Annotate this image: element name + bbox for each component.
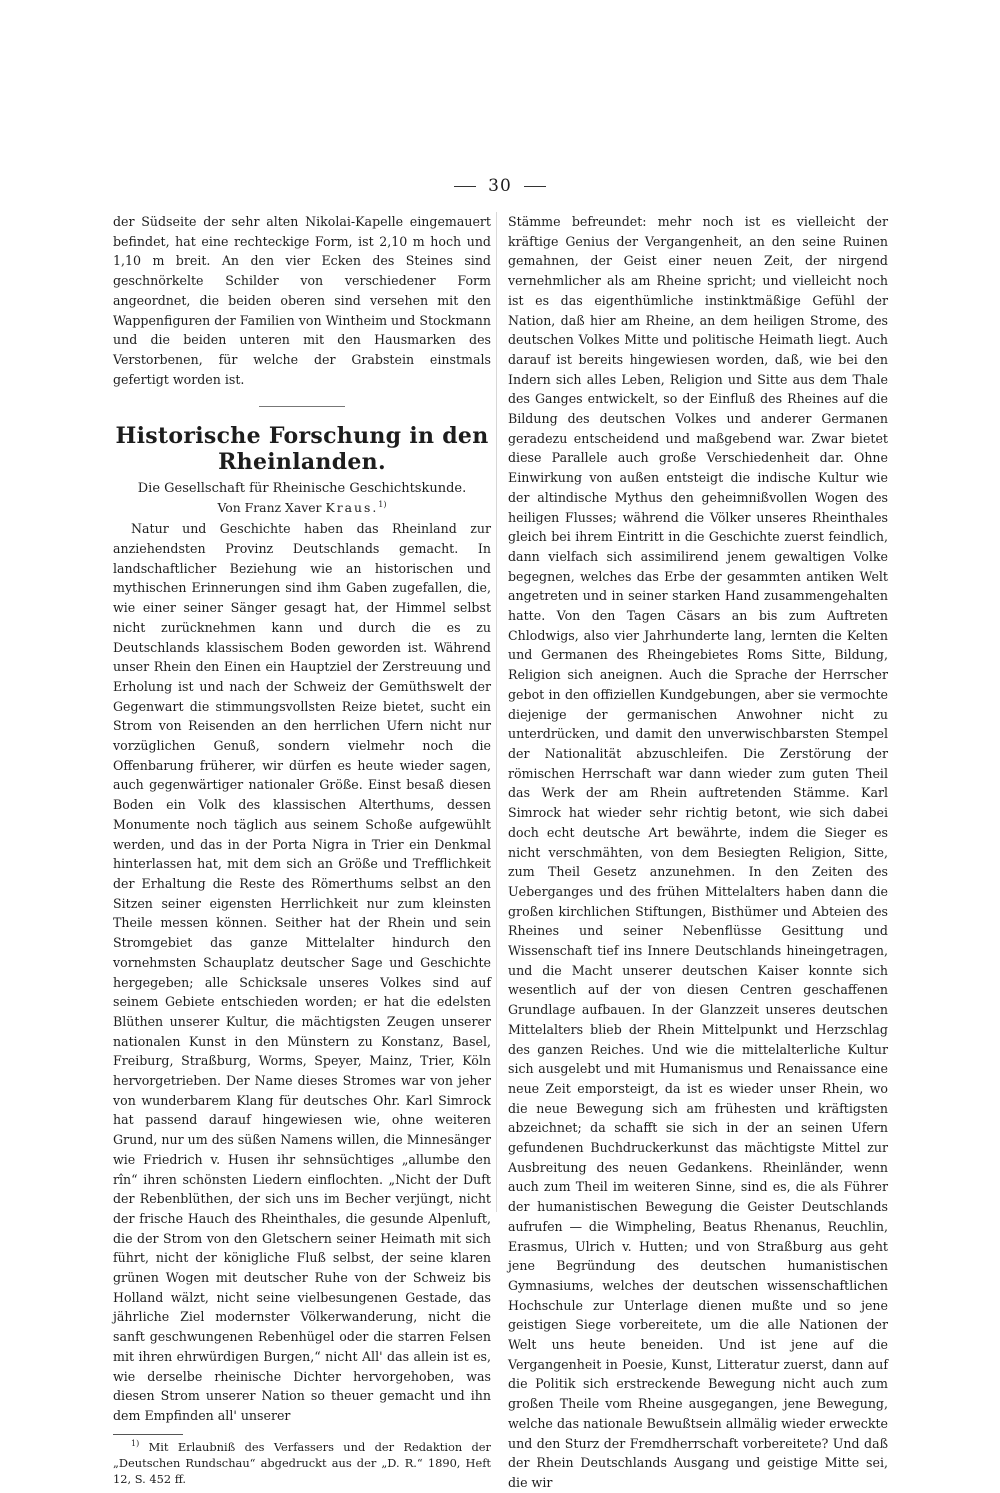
author-footnote-mark: 1): [378, 500, 387, 510]
page-number: [0, 176, 1000, 196]
right-column: [508, 212, 888, 1493]
footnote-text: Mit Erlaubniß des Verfassers und der Redaktion der „Deutschen Rundschau“ abgedruckt aus der „D. R.“ 1890, Heft 12, S. 452 ff.: [113, 1439, 491, 1486]
footnote-rule: [113, 1434, 183, 1435]
section-separator: [259, 406, 345, 407]
article-subtitle: Die Gesellschaft für Rheinische Geschichtskunde.: [137, 481, 467, 497]
right-paragraph-1: Stämme befreundet: mehr noch ist es vielleicht der kräftige Genius der Vergangenheit, an den seine Ruinen gemahnen, der Geist einer neuen Zeit, der nirgend vernehmlicher als am Rheine spricht; und vielleicht noch ist es das eigenthümliche instinktmäßige Gefühl der Nation, daß hier am Rheine, an dem heiligen Strome, des deutschen Volkes Mitte und politische Heimath liegt. Auch darauf ist bereits hingewiesen worden, daß, wie bei den Indern sich alles Leben, Religion und Sitte aus dem Thale des Ganges entwickelt, so der Einfluß des Rheines auf die Bildung des deutschen Volkes und anderer Germanen geradezu entscheidend und maßgebend war. Zwar bietet diese Parallele auch große Verschiedenheit dar. Ohne Einwirkung von außen entsteigt die indische Kultur wie der altindische Mythus den geheimnißvollen Wogen des heiligen Flusses; während die Völker unseres Rheinthales gleich bei ihrem Eintritt in die Geschichte zuerst feindlich, dann vielfach sich assimilirend jenem gewaltigen Volke begegnen, welches das Erbe der gesammten antiken Welt angetreten und in seiner starken Hand zusammengehalten hatte. Von den Tagen Cäsars an bis zum Auftreten Chlodwigs, also vier Jahrhunderte lang, lernten die Kelten und Germanen des Rheingebietes Roms Sitte, Bildung, Religion sich aneignen. Auch die Sprache der Herrscher gebot in den offiziellen Kundgebungen, aber sie vermochte diejenige der germanischen Anwohner nicht zu unterdrücken, und damit den unverwischbarsten Stempel der Nationalität abzuschleifen. Die Zerstörung der römischen Herrschaft war dann wieder zum guten Theil das Werk der am Rhein auftretenden Stämme. Karl Simrock hat wieder sehr richtig betont, wie sich dabei doch echt deutsche Art bewährte, indem die Sieger es nicht verschmähten, von dem Besiegten Religion, Sitte, zum Theil Gesetz anzunehmen. In den Zeiten des Ueberganges und des frühen Mittelalters haben dann die großen kirchlichen Stiftungen, Bisthümer und Abteien des Rheines und seiner Nebenflüsse Gesittung und Wissenschaft tief ins Innere Deutschlands hineingetragen, und die Macht unserer deutschen Kaiser konnte sich wesentlich auf der von diesen Centren geschaffenen Grundlage aufbauen. In der Glanzzeit unseres deutschen Mittelalters blieb der Rhein Mittelpunkt und Herzschlag des ganzen Reiches. Und wie die mittelalterliche Kultur sich ausgelebt und mit Humanismus und Renaissance eine neue Zeit emporsteigt, da ist es wieder unser Rhein, wo die neue Bewegung sich am frühesten und kräftigsten abzeichnet; da schafft sie sich in der an seinen Ufern gefundenen Buchdruckerkunst das mächtigste Mittel zur Ausbreitung des neuen Gedankens. Rheinländer, wenn auch zum Theil im weiteren Sinne, sind es, die als Führer der humanistischen Bewegung die Geister Deutschlands aufrufen — die Wimpheling, Beatus Rhenanus, Reuchlin, Erasmus, Ulrich v. Hutten; und von Straßburg aus geht jene Begründung des deutschen humanistischen Gymnasiums, welches der deutschen wissenschaftlichen Hochschule zur Unterlage dienen mußte und so jene geistigen Siege vorbereitete, um die alle Nationen der Welt uns heute beneiden. Und ist jene auf die Vergangenheit in Poesie, Kunst, Litteratur zuerst, dann auf die Politik sich erstreckende Bewegung nicht auch zum großen Theile vom Rheine ausgegangen, jene Bewegung, welche das nationale Bewußtsein allmälig wieder erweckte und den Sturz der Fremdherrschaft vorbereitete? Und daß der Rhein Deutschlands Ausgang und geistige Mitte sei, die wir: [508, 214, 888, 1490]
footnote: [113, 1439, 491, 1487]
column-divider: [496, 212, 497, 1212]
page-number-dash-left: [454, 186, 476, 187]
left-column: [113, 212, 491, 1487]
author-prefix: Von Franz Xaver: [217, 500, 322, 516]
left-paragraph-1: der Südseite der sehr alten Nikolai-Kapelle eingemauert befindet, hat eine rechteckige Form, ist 2,10 m hoch und 1,10 m breit. An den vier Ecken des Steines sind geschnörkelte Schilder von verschiedener Form angeordnet, die beiden oberen sind versehen mit den Wappenfiguren der Familien von Wintheim und Stockmann und die beiden unteren mit den Hausmarken des Verstorbenen, für welche der Grabstein einstmals gefertigt worden ist.: [113, 214, 491, 387]
page-number-dash-right: [524, 186, 546, 187]
left-paragraph-2: Natur und Geschichte haben das Rheinland zur anziehendsten Provinz Deutschlands gemacht. In landschaftlicher Beziehung wie an historischen und mythischen Erinnerungen sind ihm Gaben zugefallen, die, wie einer seiner Sänger gesagt hat, der Himmel selbst nicht zurücknehmen kann und durch die es zu Deutschlands klassischem Boden geworden ist. Während unser Rhein den Einen ein Hauptziel der Zerstreuung und Erholung ist und nach der Schweiz der Gemüthswelt der Gegenwart die stimmungsvollsten Reize bietet, sucht ein Strom von Reisenden an den herrlichen Ufern nicht nur vorzüglichen Genuß, sondern vielmehr noch die Offenbarung früherer, wir dürfen es heute wieder sagen, auch gegenwärtiger nationaler Größe. Einst besaß diesen Boden ein Volk des klassischen Alterthums, dessen Monumente noch täglich aus seinem Schoße aufgewühlt werden, und das in der Porta Nigra in Trier ein Denkmal hinterlassen hat, mit dem sich an Größe und Trefflichkeit der Erhaltung die Reste des Römerthums selbst an den Sitzen seiner eigensten Herrlichkeit nur zum kleinsten Theile messen können. Seither hat der Rhein und sein Stromgebiet das ganze Mittelalter hindurch den vornehmsten Schauplatz deutscher Sage und Geschichte hergegeben; alle Schicksale unseres Volkes sind auf seinem Gebiete entschieden worden; er hat die edelsten Blüthen unserer Kultur, die mächtigsten Zeugen unserer nationalen Kunst in den Münstern zu Konstanz, Basel, Freiburg, Straßburg, Worms, Speyer, Mainz, Trier, Köln hervorgetrieben. Der Name dieses Stromes war von jeher von wunderbarem Klang für deutsches Ohr. Karl Simrock hat passend darauf hingewiesen wie, ohne weiteren Grund, nur um des süßen Namens willen, die Minnesänger wie Friedrich v. Husen ihr sehnsüchtiges „allumbe den rîn“ ihren schönsten Liedern einflochten. „Nicht der Duft der Rebenblüthen, der sich uns im Becher verjüngt, nicht der frische Hauch des Rheinthales, die gesunde Alpenluft, die der Strom von den Gletschern seiner Heimath mit sich führt, nicht der königliche Fluß selbst, der seine klaren grünen Wogen mit deutscher Ruhe von der Schweiz bis Holland wälzt, nicht seine vielbesungenen Gestade, das jährliche Ziel modernster Völkerwanderung, nicht die sanft geschwungenen Rebenhügel oder die starren Felsen mit ihren ehrwürdigen Burgen,“ nicht All' das allein ist es, wie derselbe rheinische Dichter hervorgehoben, was diesen Strom unserer Nation so theuer gemacht und ihn dem Empfinden all' unserer: [113, 521, 491, 1423]
author-name: Kraus.: [325, 500, 379, 516]
article-author: [113, 498, 491, 517]
footnote-body: [113, 1439, 491, 1487]
footnote-mark: 1): [131, 1438, 140, 1448]
article-title: Historische Forschung in den Rheinlanden.: [115, 423, 489, 476]
page-number-text: 30: [488, 176, 512, 196]
